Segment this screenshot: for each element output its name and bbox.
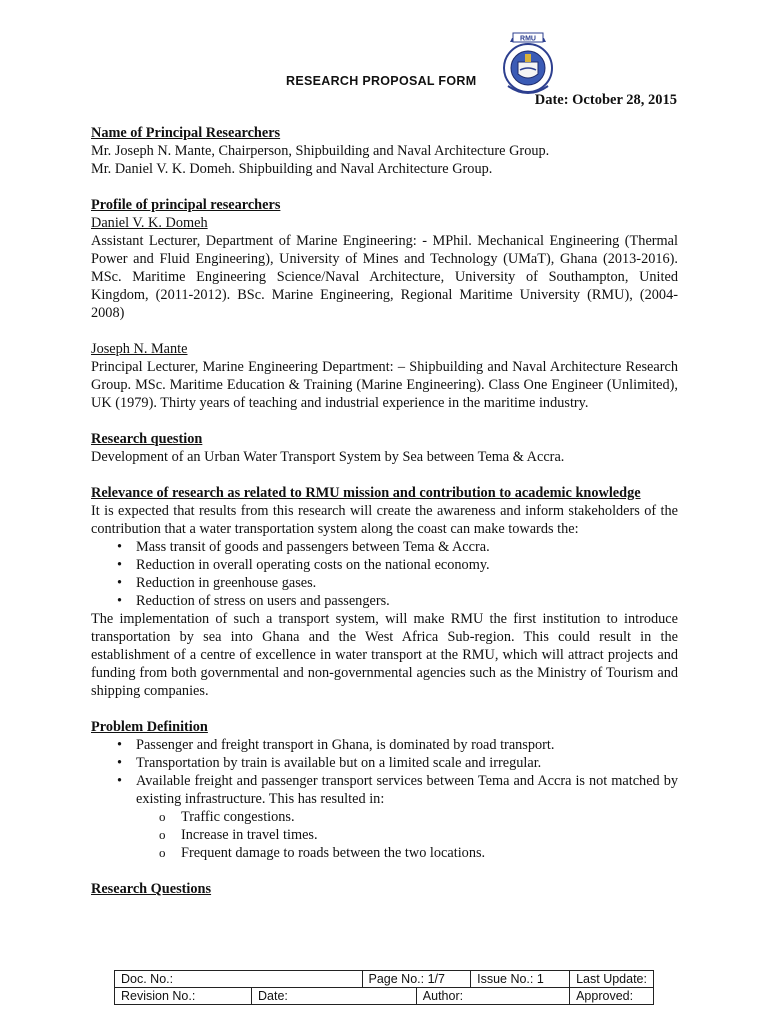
- profile-text-mante: Principal Lecturer, Marine Engineering Department: – Shipbuilding and Naval Architecture Research Group. MSc. Maritime Education & Training (Marine Engineering). Class One Engineer (Unlimited), UK (1979). Thirty years of teaching and industrial experience in the maritime industry.: [91, 359, 678, 411]
- profile-name-mante: Joseph N. Mante: [91, 341, 188, 357]
- list-item: • Reduction in overall operating costs on the national economy.: [91, 556, 678, 574]
- list-item: • Reduction of stress on users and passengers.: [91, 592, 678, 610]
- list-item: • Reduction in greenhouse gases.: [91, 574, 678, 592]
- form-title: RESEARCH PROPOSAL FORM: [286, 74, 477, 88]
- profile-heading: Profile of principal researchers: [91, 197, 281, 213]
- relevance-bullet-list: [91, 538, 678, 610]
- problem-bullet-list: [91, 736, 678, 808]
- list-item: • Available freight and passenger transport services between Tema and Accra is not matched by existing infrastructure. This has resulted in:: [91, 772, 678, 808]
- researcher-line: Mr. Daniel V. K. Domeh. Shipbuilding and Naval Architecture Group.: [91, 161, 493, 177]
- author-cell: Author:: [416, 988, 569, 1005]
- relevance-heading: Relevance of research as related to RMU mission and contribution to academic knowledge: [91, 485, 641, 501]
- document-control-table: [114, 970, 654, 1005]
- research-question-heading: Research question: [91, 431, 203, 447]
- document-date: Date: October 28, 2015: [534, 92, 677, 108]
- list-item: o Traffic congestions.: [91, 808, 678, 826]
- profile-text-domeh: Assistant Lecturer, Department of Marine Engineering: - MPhil. Mechanical Engineering (Thermal Power and Fluid Engineering), University of Mines and Technology (UMaT), Ghana (2013-2016). MSc. Maritime Engineering Science/Naval Architecture, University of Southampton, United Kingdom, (2011-2012). BSc. Marine Engineering, Regional Maritime University (RMU), (2004-2008): [91, 233, 678, 321]
- researcher-line: Mr. Joseph N. Mante, Chairperson, Shipbuilding and Naval Architecture Group.: [91, 143, 550, 159]
- revision-no-cell: Revision No.:: [115, 988, 252, 1005]
- list-item: • Mass transit of goods and passengers between Tema & Accra.: [91, 538, 678, 556]
- list-item: o Increase in travel times.: [91, 826, 678, 844]
- date-cell: Date:: [252, 988, 417, 1005]
- rmu-crest-logo: [496, 30, 560, 100]
- relevance-closing: The implementation of such a transport system, will make RMU the first institution to introduce transportation by sea into Ghana and the West Africa Sub-region. This could result in the establishment of a centre of excellence in water transport at the RMU, which will attract projects and funding from both governmental and non-governmental agencies such as the Ministry of Tourism and shipping companies.: [91, 611, 678, 699]
- page-no-cell: Page No.: 1/7: [362, 971, 471, 988]
- relevance-intro: It is expected that results from this research will create the awareness and inform stakeholders of the contribution that a water transportation system along the coast can make towards the:: [91, 503, 678, 537]
- logo-text: RMU: [520, 35, 536, 43]
- list-item: o Frequent damage to roads between the two locations.: [91, 844, 678, 862]
- problem-sub-list: [91, 808, 678, 862]
- research-questions-heading: Research Questions: [91, 881, 212, 897]
- list-item: • Transportation by train is available but on a limited scale and irregular.: [91, 754, 678, 772]
- problem-heading: Problem Definition: [91, 719, 208, 735]
- doc-no-cell: Doc. No.:: [115, 971, 363, 988]
- profile-name-domeh: Daniel V. K. Domeh: [91, 215, 208, 231]
- list-item: • Passenger and freight transport in Ghana, is dominated by road transport.: [91, 736, 678, 754]
- issue-no-cell: Issue No.: 1: [471, 971, 570, 988]
- researchers-heading: Name of Principal Researchers: [91, 125, 281, 141]
- document-body: [91, 124, 678, 898]
- last-update-cell: Last Update:: [570, 971, 654, 988]
- research-question-text: Development of an Urban Water Transport System by Sea between Tema & Accra.: [91, 449, 565, 465]
- approved-cell: Approved:: [570, 988, 654, 1005]
